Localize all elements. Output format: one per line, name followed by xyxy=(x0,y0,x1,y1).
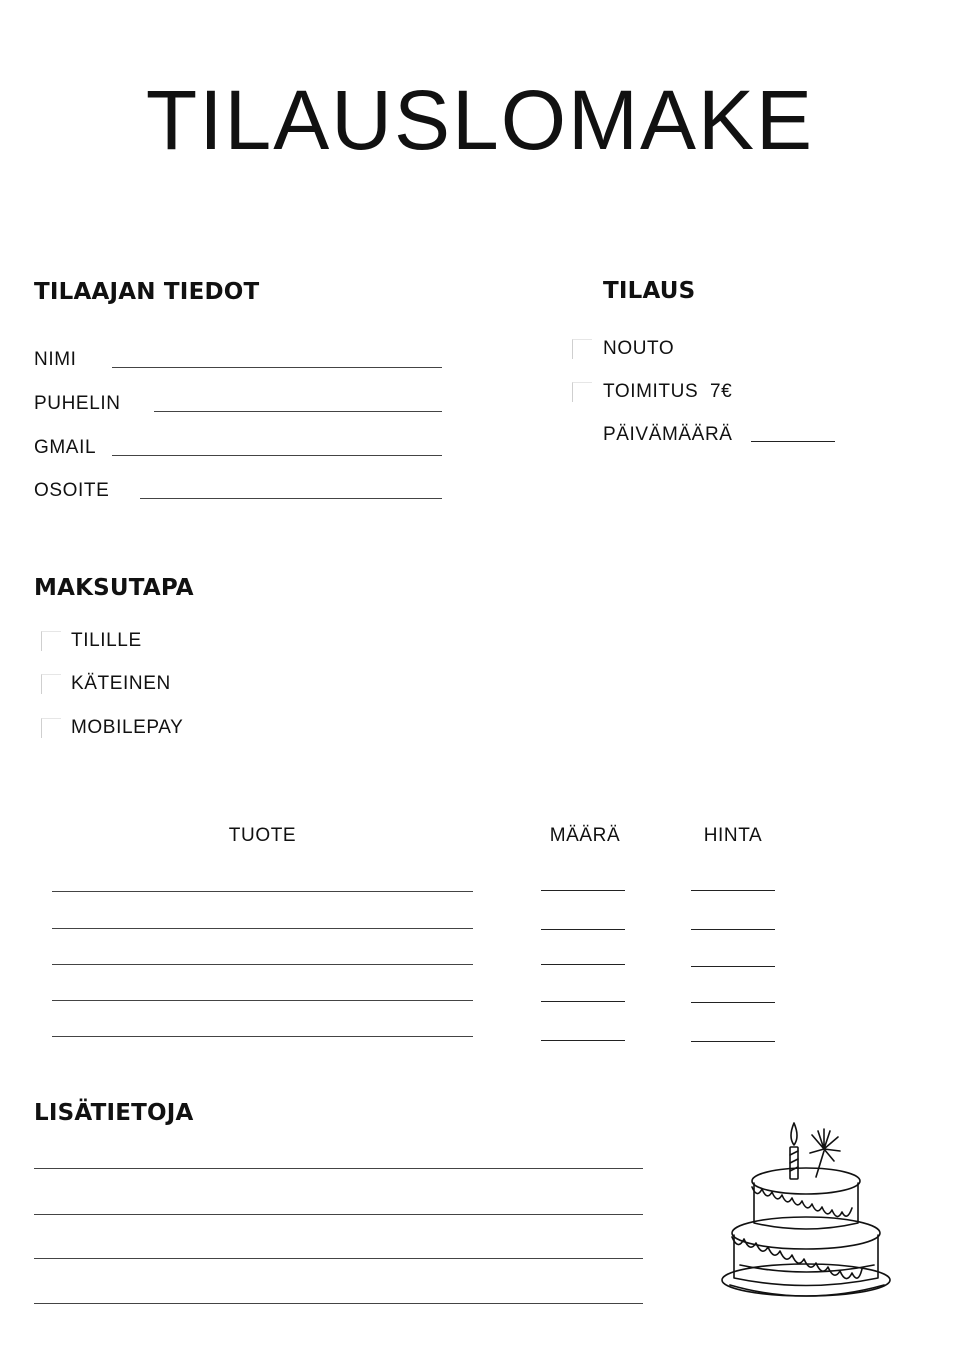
mobilepay-label: MOBILEPAY xyxy=(71,717,184,738)
birthday-cake-icon xyxy=(716,1115,900,1311)
product-line-4[interactable] xyxy=(52,1000,473,1001)
product-line-5[interactable] xyxy=(52,1036,473,1037)
bank-transfer-label: TILILLE xyxy=(71,630,142,651)
payment-heading: MAKSUTAPA xyxy=(34,575,194,601)
quantity-line-3[interactable] xyxy=(541,964,625,965)
cake-plate-rim xyxy=(730,1285,884,1296)
delivery-label: TOIMITUS 7€ xyxy=(603,381,733,402)
notes-line-2[interactable] xyxy=(34,1214,643,1215)
cake-candle-flame xyxy=(791,1123,797,1145)
date-field[interactable] xyxy=(751,441,835,442)
notes-line-4[interactable] xyxy=(34,1303,643,1304)
gmail-label: GMAIL xyxy=(34,437,97,458)
gmail-field[interactable] xyxy=(112,455,442,456)
phone-field[interactable] xyxy=(154,411,442,412)
pickup-checkbox[interactable] xyxy=(572,339,592,359)
price-line-5[interactable] xyxy=(691,1041,775,1042)
cash-label: KÄTEINEN xyxy=(71,673,171,694)
phone-label: PUHELIN xyxy=(34,393,121,414)
price-line-3[interactable] xyxy=(691,966,775,967)
cake-sparkler-burst xyxy=(810,1129,840,1161)
price-line-4[interactable] xyxy=(691,1002,775,1003)
name-field[interactable] xyxy=(112,367,442,368)
quantity-line-4[interactable] xyxy=(541,1001,625,1002)
customer-heading: TILAAJAN TIEDOT xyxy=(34,279,260,305)
address-field[interactable] xyxy=(140,498,442,499)
product-line-1[interactable] xyxy=(52,891,473,892)
cake-top-top xyxy=(752,1168,860,1194)
page-title: TILAUSLOMAKE xyxy=(145,73,815,167)
order-heading: TILAUS xyxy=(603,278,696,304)
price-column-header: HINTA xyxy=(703,825,763,846)
quantity-line-2[interactable] xyxy=(541,929,625,930)
product-column-header: TUOTE xyxy=(228,825,297,846)
pickup-label: NOUTO xyxy=(603,338,675,359)
delivery-checkbox[interactable] xyxy=(572,382,592,402)
price-line-2[interactable] xyxy=(691,929,775,930)
quantity-line-5[interactable] xyxy=(541,1040,625,1041)
quantity-column-header: MÄÄRÄ xyxy=(549,825,621,846)
notes-line-3[interactable] xyxy=(34,1258,643,1259)
product-line-3[interactable] xyxy=(52,964,473,965)
date-label: PÄIVÄMÄÄRÄ xyxy=(603,424,733,445)
product-line-2[interactable] xyxy=(52,928,473,929)
name-label: NIMI xyxy=(34,349,77,370)
mobilepay-checkbox[interactable] xyxy=(41,718,61,738)
bank-transfer-checkbox[interactable] xyxy=(41,631,61,651)
notes-line-1[interactable] xyxy=(34,1168,643,1169)
quantity-line-1[interactable] xyxy=(541,890,625,891)
cash-checkbox[interactable] xyxy=(41,674,61,694)
notes-heading: LISÄTIETOJA xyxy=(34,1100,194,1126)
cake-sparkler-stick xyxy=(816,1151,824,1177)
price-line-1[interactable] xyxy=(691,890,775,891)
address-label: OSOITE xyxy=(34,480,110,501)
